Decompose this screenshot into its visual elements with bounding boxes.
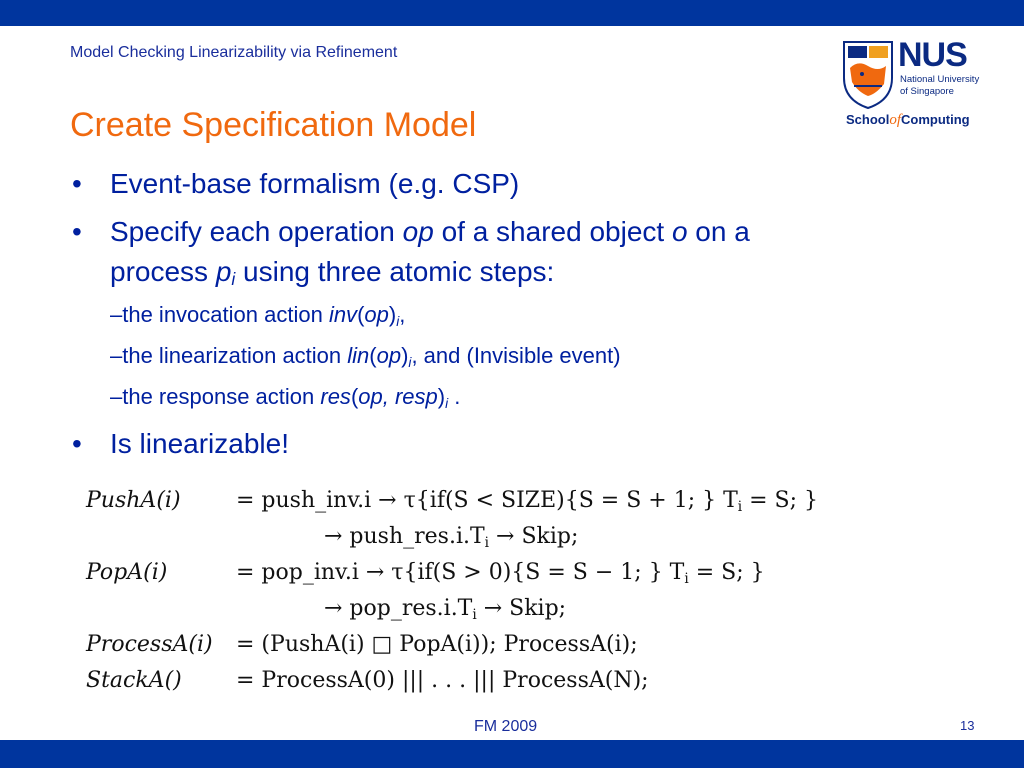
bullet-dot-icon: • [72,428,82,459]
formula-lhs: PopA(i) [86,560,168,585]
of-word: of [889,112,902,128]
deck-title: Model Checking Linearizability via Refinement [70,44,398,61]
formula-rhs: = pop_inv.i → τ{if(S > 0){S = S − 1; } $T_i = S$; } [236,560,765,587]
logo-subtitle-line2: of Singapore [900,86,954,97]
bullet-3-text: Is linearizable! [110,428,289,459]
formula-lhs: ProcessA(i) [86,632,213,657]
page-number: 13 [960,718,975,733]
sub-bullet-invocation: –the invocation action $inv(op)_i$, [110,302,406,329]
computing-word: Computing [901,112,970,127]
bullet-2-line2-text: process $p_i$ using three atomic steps: [110,256,555,289]
sub-bullet-response: –the response action res(op, $resp)_i$ . [110,384,461,411]
formula-rhs: = ProcessA(0) ||| . . . ||| ProcessA(N); [236,668,649,693]
top-bar [0,0,1024,26]
bullet-dot-icon: • [72,216,82,247]
formula-rhs: = push_inv.i → τ{if(S < SIZE){S = S + 1; } $T_i = S$; } [236,488,819,515]
footer-conference: FM 2009 [474,718,538,735]
school-word: School [846,112,890,127]
logo-name: NUS [898,36,967,74]
formula-rhs: = (PushA(i) □ PopA(i)); ProcessA(i); [236,632,638,657]
logo-subtitle-line1: National University [900,74,980,85]
logo-subtitle [900,74,979,98]
formula-continuation: → $push\_res.i.T_i$ → Skip; [324,524,579,551]
school-of-computing [846,112,970,129]
formula-lhs: PushA(i) [86,488,181,513]
sub-bullet-linearization: –the linearization action $lin(op)_i$, and (Invisible event) [110,343,621,370]
bullet-2-text: Specify each operation op of a shared object o on a [110,216,750,247]
slide-title: Create Specification Model [70,106,477,144]
bullet-1-text: Event-base formalism (e.g. CSP) [110,168,520,199]
bottom-bar [0,740,1024,768]
formula-lhs: StackA() [86,668,182,693]
bullet-dot-icon: • [72,168,82,199]
formula-continuation: → $pop\_res.i.T_i$ → Skip; [324,596,567,623]
